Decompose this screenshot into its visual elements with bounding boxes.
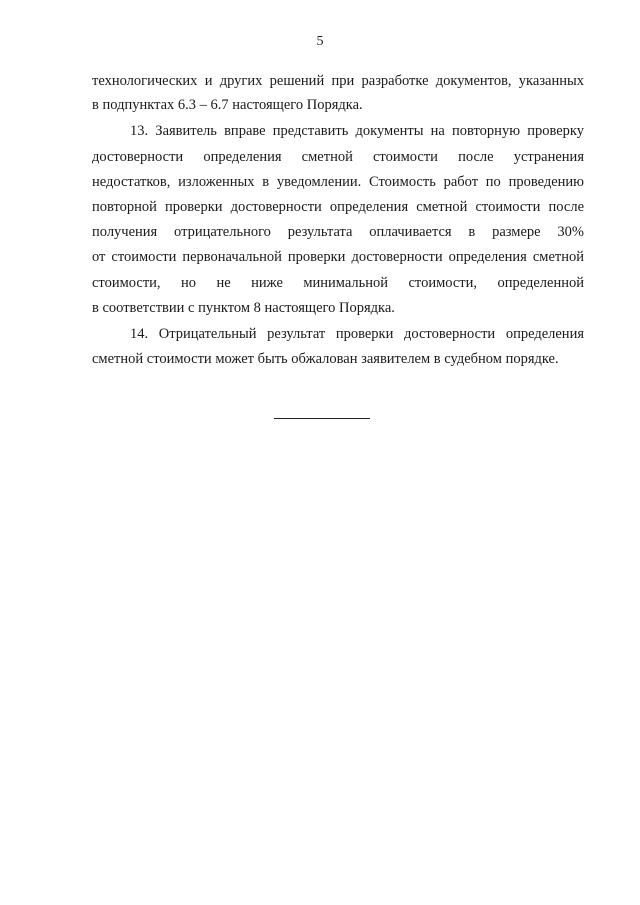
text-line: недостатков, изложенных в уведомлении. Стоимость работ по проведению <box>92 174 584 190</box>
text-line: от стоимости первоначальной проверки достоверности определения сметной <box>92 249 584 265</box>
text-line: получения отрицательного результата оплачивается в размере 30% <box>92 224 584 240</box>
text-line: достоверности определения сметной стоимости после устранения <box>92 149 584 165</box>
paragraph-14-start: 14. Отрицательный результат проверки достоверности определения <box>130 326 584 342</box>
page-number: 5 <box>316 34 324 49</box>
paragraph-13-start: 13. Заявитель вправе представить документы на повторную проверку <box>130 123 584 139</box>
text-line: в соответствии с пунктом 8 настоящего Порядка. <box>92 300 395 316</box>
end-separator-line <box>274 418 370 419</box>
text-line: повторной проверки достоверности определения сметной стоимости после <box>92 199 584 215</box>
text-line: в подпунктах 6.3 – 6.7 настоящего Порядка. <box>92 97 363 113</box>
text-line: сметной стоимости может быть обжалован заявителем в судебном порядке. <box>92 351 559 367</box>
text-line: стоимости, но не ниже минимальной стоимости, определенной <box>92 275 584 291</box>
text-line: технологических и других решений при разработке документов, указанных <box>92 73 584 89</box>
